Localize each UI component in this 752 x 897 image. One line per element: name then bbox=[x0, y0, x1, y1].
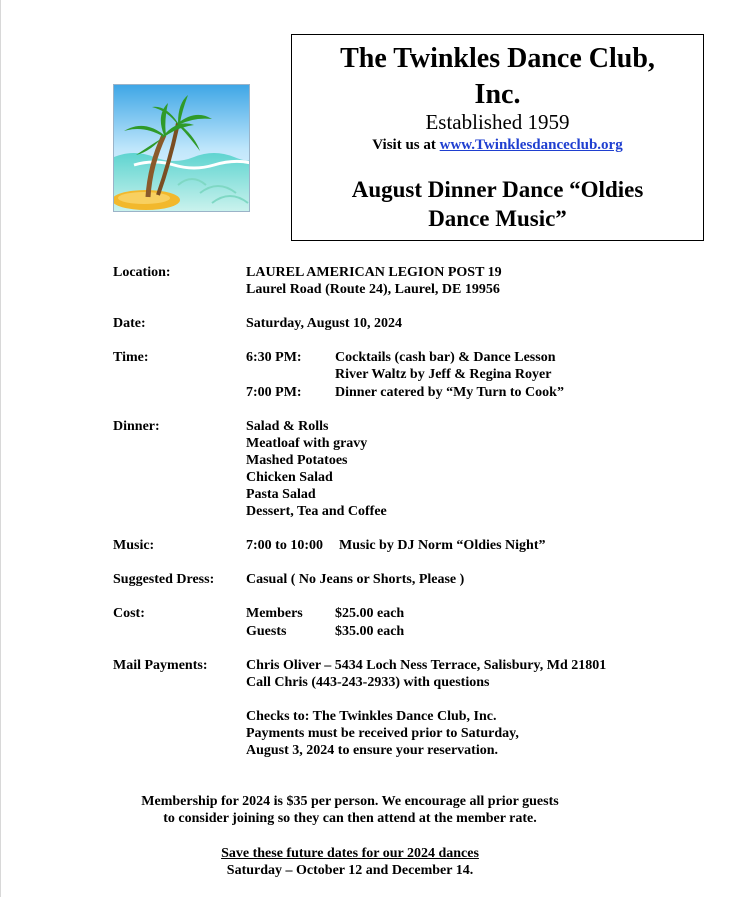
dress-value: Casual ( No Jeans or Shorts, Please ) bbox=[246, 572, 465, 587]
future-dates-heading bbox=[0, 845, 700, 862]
time-desc-1: Cocktails (cash bar) & Dance Lesson bbox=[335, 350, 556, 365]
dinner-item: Dessert, Tea and Coffee bbox=[246, 504, 387, 519]
checks-payable: Checks to: The Twinkles Dance Club, Inc. bbox=[246, 709, 497, 724]
cost-type-members: Members bbox=[246, 606, 303, 621]
time-label: Time: bbox=[113, 350, 149, 365]
payment-deadline-date: August 3, 2024 to ensure your reservation. bbox=[246, 743, 498, 758]
location-venue: LAUREL AMERICAN LEGION POST 19 bbox=[246, 265, 502, 280]
website-link[interactable]: www.Twinklesdanceclub.org bbox=[439, 137, 623, 153]
event-title: August Dinner Dance “Oldies Dance Music” bbox=[351, 177, 644, 231]
dinner-item: Salad & Rolls bbox=[246, 419, 329, 434]
dinner-item: Pasta Salad bbox=[246, 487, 316, 502]
future-dates-heading-text: Save these future dates for our 2024 dances bbox=[221, 846, 479, 861]
page-edge bbox=[0, 0, 1, 897]
cost-type-guests: Guests bbox=[246, 624, 287, 639]
date-label: Date: bbox=[113, 316, 146, 331]
music-time: 7:00 to 10:00 bbox=[246, 538, 323, 553]
location-label: Location: bbox=[113, 265, 171, 280]
visit-prefix: Visit us at bbox=[372, 137, 436, 153]
time-desc-2: Dinner catered by “My Turn to Cook” bbox=[335, 385, 564, 400]
mail-address: Chris Oliver – 5434 Loch Ness Terrace, Salisbury, Md 21801 bbox=[246, 658, 607, 673]
location-address: Laurel Road (Route 24), Laurel, DE 19956 bbox=[246, 282, 500, 297]
dinner-item: Mashed Potatoes bbox=[246, 453, 348, 468]
cost-label: Cost: bbox=[113, 606, 145, 621]
music-desc: Music by DJ Norm “Oldies Night” bbox=[339, 538, 546, 553]
time-desc-1b: River Waltz by Jeff & Regina Royer bbox=[335, 367, 552, 382]
membership-note-2: to consider joining so they can then attend at the member rate. bbox=[163, 811, 537, 826]
mail-phone: Call Chris (443-243-2933) with questions bbox=[246, 675, 490, 690]
dinner-item: Chicken Salad bbox=[246, 470, 333, 485]
website-line bbox=[292, 135, 703, 155]
club-name: The Twinkles Dance Club, Inc. bbox=[340, 43, 655, 110]
membership-note: Membership for 2024 is $35 per person. We encourage all prior guests bbox=[141, 794, 559, 809]
music-label: Music: bbox=[113, 538, 155, 553]
established-year: Established 1959 bbox=[425, 110, 570, 134]
cost-price-guests: $35.00 each bbox=[335, 624, 405, 639]
dinner-item: Meatloaf with gravy bbox=[246, 436, 368, 451]
time-entry-2: 7:00 PM: bbox=[246, 385, 302, 400]
time-entry-1: 6:30 PM: bbox=[246, 350, 302, 365]
dinner-label: Dinner: bbox=[113, 419, 160, 434]
payment-deadline: Payments must be received prior to Saturday, bbox=[246, 726, 519, 741]
dress-label: Suggested Dress: bbox=[113, 572, 215, 587]
future-dates: Saturday – October 12 and December 14. bbox=[226, 863, 474, 878]
mail-label: Mail Payments: bbox=[113, 658, 208, 673]
date-value: Saturday, August 10, 2024 bbox=[246, 316, 402, 331]
header-box bbox=[291, 34, 704, 241]
cost-price-members: $25.00 each bbox=[335, 606, 405, 621]
palm-tree-island-icon bbox=[113, 84, 250, 212]
